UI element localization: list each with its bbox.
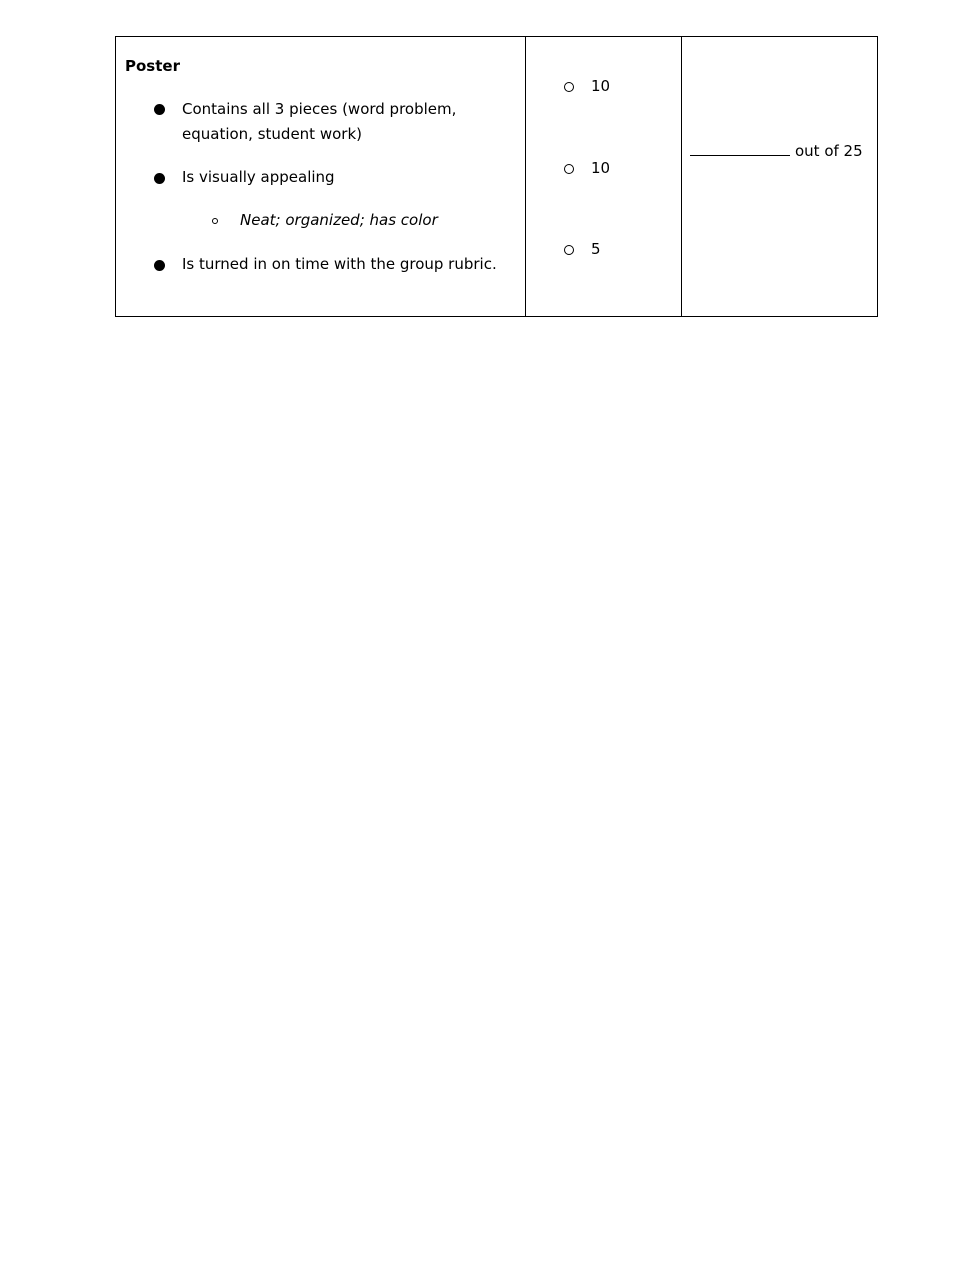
circle-icon: [564, 164, 574, 174]
column-divider: [681, 37, 682, 316]
criterion-2: Is visually appealing: [182, 168, 335, 186]
score-field: [690, 141, 863, 160]
bullet-icon: [154, 173, 165, 184]
score-label: out of 25: [795, 142, 863, 160]
points-2: 10: [591, 159, 611, 177]
criteria-title: Poster: [125, 57, 180, 75]
points-1: 10: [591, 77, 611, 95]
poster-rubric-table: [115, 36, 878, 317]
circle-icon: [564, 82, 574, 92]
bullet-icon: [154, 260, 165, 271]
criterion-2-detail: Neat; organized; has color: [240, 211, 438, 229]
circle-icon: [564, 245, 574, 255]
criterion-1: [182, 97, 456, 147]
sub-bullet-icon: [212, 218, 218, 224]
criterion-1-line-1: Contains all 3 pieces (word problem,: [182, 100, 457, 118]
criterion-1-line-2: equation, student work): [182, 125, 362, 143]
bullet-icon: [154, 104, 165, 115]
criterion-3: Is turned in on time with the group rubric.: [182, 255, 497, 273]
points-3: 5: [591, 240, 601, 258]
score-blank[interactable]: [690, 141, 790, 156]
column-divider: [525, 37, 526, 316]
